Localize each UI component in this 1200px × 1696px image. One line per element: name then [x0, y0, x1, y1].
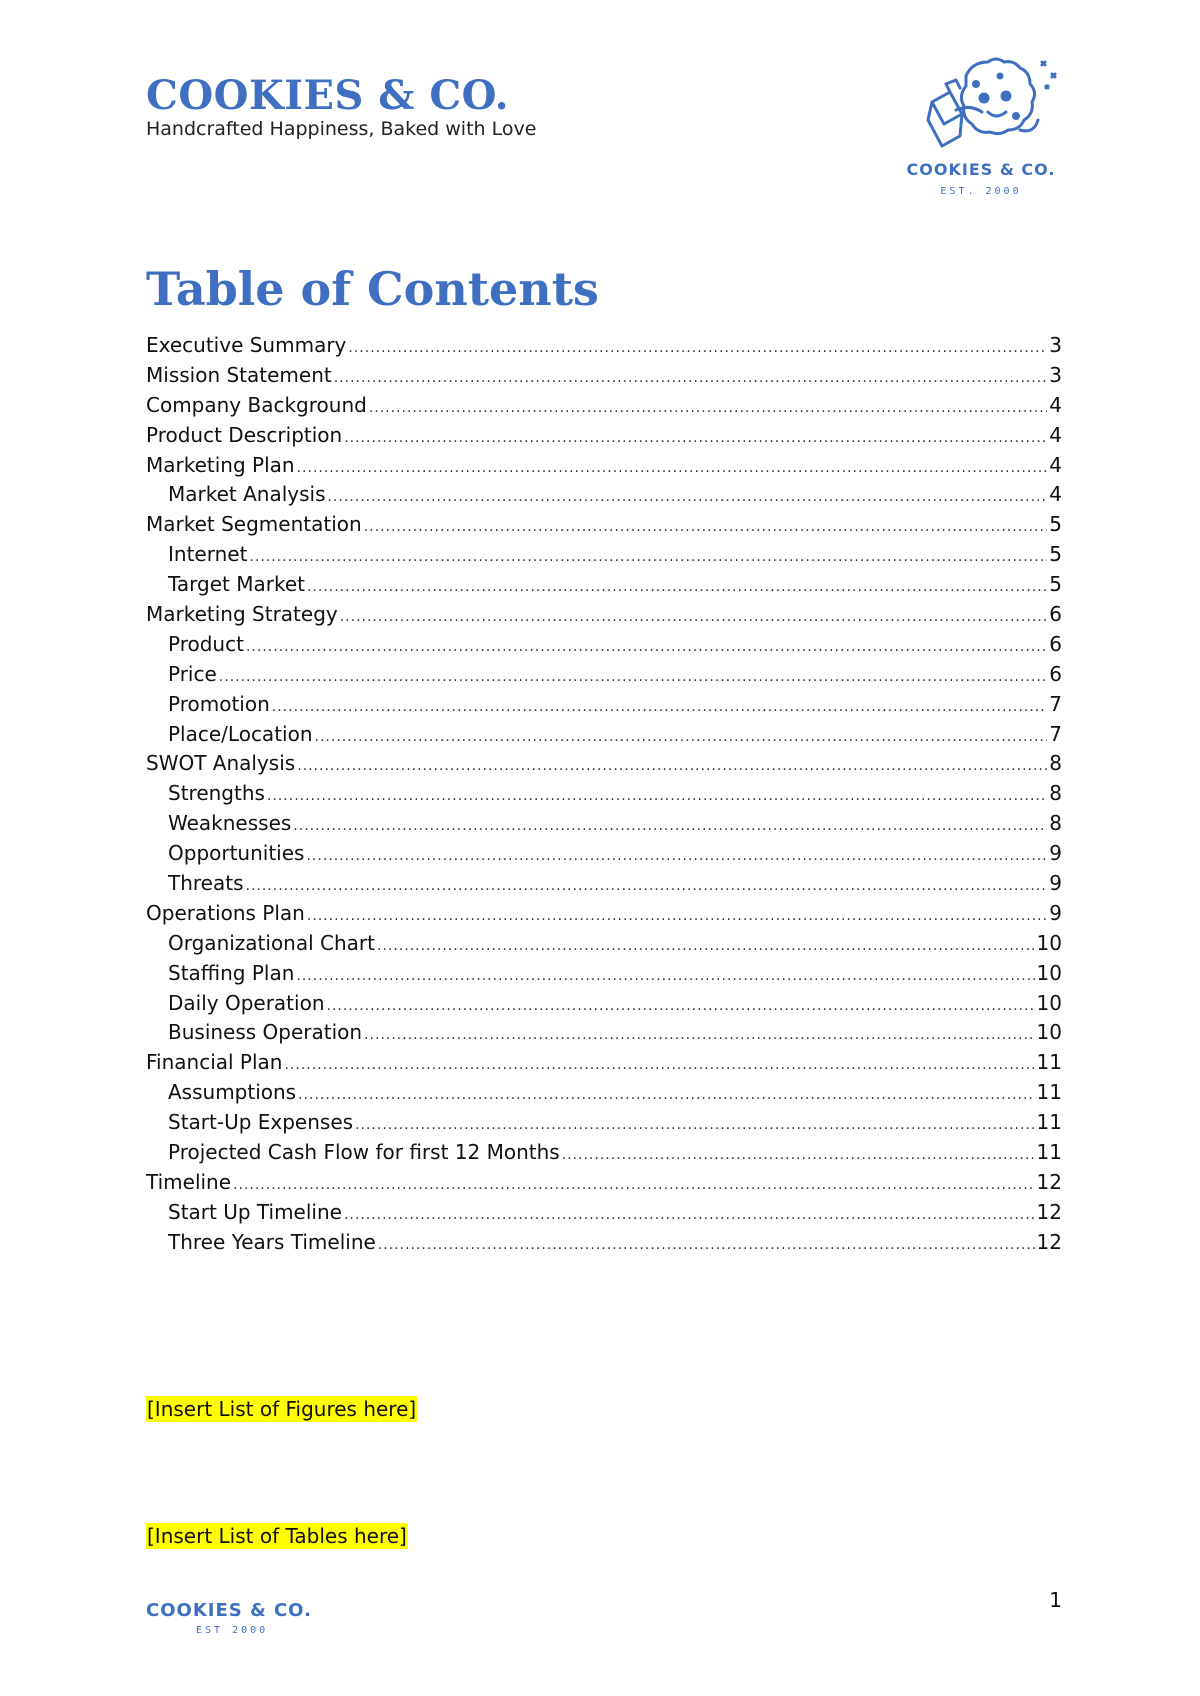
toc-entry[interactable]: [146, 931, 1062, 961]
list-of-tables-placeholder: [Insert List of Tables here]: [147, 1524, 407, 1548]
toc-entry[interactable]: [146, 542, 1062, 572]
toc-entry-page: 7: [1049, 691, 1062, 716]
toc-entry-label: Threats: [168, 871, 244, 896]
toc-entry-page: 4: [1049, 392, 1062, 417]
brand-tagline: Handcrafted Happiness, Baked with Love: [146, 118, 537, 140]
toc-entry[interactable]: [146, 751, 1062, 781]
toc-entry-page: 9: [1049, 841, 1062, 866]
toc-entry-label: Mission Statement: [146, 362, 332, 387]
toc-entry-page: 12: [1036, 1199, 1062, 1224]
toc-dot-leader: [296, 968, 1034, 984]
page-number: 1: [1049, 1588, 1062, 1612]
toc-entry-page: 8: [1049, 751, 1062, 776]
toc-dot-leader: [327, 998, 1035, 1014]
toc-entry[interactable]: [146, 1200, 1062, 1230]
toc-dot-leader: [284, 1057, 1034, 1073]
toc-entry-page: 3: [1049, 333, 1062, 357]
toc-entry-page: 4: [1049, 482, 1062, 507]
toc-entry-page: 12: [1036, 1229, 1062, 1254]
toc-entry-page: 8: [1049, 811, 1062, 836]
toc-dot-leader: [315, 729, 1048, 745]
toc-entry[interactable]: [146, 811, 1062, 841]
list-of-figures-placeholder: [Insert List of Figures here]: [147, 1397, 417, 1421]
toc-entry-page: 5: [1049, 512, 1062, 537]
toc-entry-label: Place/Location: [168, 721, 313, 746]
toc-entry[interactable]: [146, 1140, 1062, 1170]
toc-entry-label: Marketing Plan: [146, 452, 295, 477]
toc-entry-page: 10: [1036, 990, 1062, 1015]
toc-dot-leader: [340, 609, 1048, 625]
toc-heading: Table of Contents: [146, 262, 599, 316]
toc-dot-leader: [272, 699, 1048, 715]
toc-dot-leader: [344, 1207, 1035, 1223]
header-logo: [896, 46, 1066, 206]
toc-dot-leader: [297, 460, 1048, 476]
toc-entry[interactable]: [146, 482, 1062, 512]
toc-entry-label: Target Market: [168, 572, 305, 597]
toc-entry-label: Market Segmentation: [146, 512, 362, 537]
toc-dot-leader: [307, 579, 1047, 595]
toc-dot-leader: [348, 340, 1047, 356]
toc-dot-leader: [355, 1117, 1034, 1133]
toc-entry-label: Opportunities: [168, 841, 305, 866]
toc-entry[interactable]: [146, 512, 1062, 542]
toc-entry-label: Financial Plan: [146, 1050, 283, 1075]
toc-entry[interactable]: [146, 1170, 1062, 1200]
toc-entry-page: 11: [1036, 1050, 1062, 1075]
toc-entry-page: 4: [1049, 452, 1062, 477]
toc-entry[interactable]: [146, 781, 1062, 811]
toc-entry[interactable]: [146, 871, 1062, 901]
footer-logo-est: EST 2000: [196, 1625, 269, 1636]
toc-entry-page: 11: [1036, 1080, 1062, 1105]
toc-dot-leader: [293, 818, 1047, 834]
toc-entry-label: Strengths: [168, 781, 265, 806]
toc-dot-leader: [297, 758, 1047, 774]
toc-entry-page: 6: [1049, 631, 1062, 656]
footer-logo: [146, 1600, 316, 1636]
toc-entry[interactable]: [146, 961, 1062, 991]
toc-dot-leader: [249, 549, 1047, 565]
logo-name: COOKIES & CO.: [906, 160, 1056, 179]
toc-dot-leader: [328, 489, 1048, 505]
toc-entry[interactable]: [146, 991, 1062, 1021]
toc-entry[interactable]: [146, 333, 1062, 363]
toc-entry-page: 10: [1036, 960, 1062, 985]
toc-entry-page: 4: [1049, 422, 1062, 447]
toc-entry-page: 6: [1049, 661, 1062, 686]
toc-dot-leader: [307, 908, 1047, 924]
toc-entry[interactable]: [146, 423, 1062, 453]
toc-entry-label: Start Up Timeline: [168, 1199, 342, 1224]
toc-entry-label: Internet: [168, 542, 248, 567]
toc-entry[interactable]: [146, 1080, 1062, 1110]
toc-entry[interactable]: [146, 363, 1062, 393]
toc-entry-page: 7: [1049, 721, 1062, 746]
toc-entry-label: Start-Up Expenses: [168, 1110, 354, 1135]
toc-entry-page: 6: [1049, 602, 1062, 627]
toc-entry-label: Projected Cash Flow for first 12 Months: [168, 1140, 560, 1165]
toc-entry[interactable]: [146, 572, 1062, 602]
toc-entry-page: 10: [1036, 1020, 1062, 1045]
toc-entry-label: Product: [168, 631, 244, 656]
toc-dot-leader: [377, 938, 1035, 954]
toc-dot-leader: [219, 669, 1047, 685]
toc-entry-label: Price: [168, 661, 217, 686]
toc-entry-page: 11: [1036, 1140, 1062, 1165]
toc-entry-label: Company Background: [146, 392, 367, 417]
toc-entry[interactable]: [146, 662, 1062, 692]
toc-entry[interactable]: [146, 841, 1062, 871]
toc-entry-label: Organizational Chart: [168, 930, 375, 955]
toc-entry-page: 10: [1036, 930, 1062, 955]
toc-entry-page: 11: [1036, 1110, 1062, 1135]
toc-dot-leader: [562, 1147, 1035, 1163]
toc-entry[interactable]: [146, 1110, 1062, 1140]
cookie-mascot-with-milk-icon: [896, 46, 1066, 158]
toc-entry[interactable]: [146, 602, 1062, 632]
toc-entry-label: Market Analysis: [168, 482, 326, 507]
toc-entry-label: Assumptions: [168, 1080, 297, 1105]
toc-dot-leader: [364, 1027, 1034, 1043]
logo-est: EST. 2000: [940, 186, 1022, 197]
toc-dot-leader: [378, 1237, 1035, 1253]
toc-entry-label: Timeline: [146, 1169, 232, 1194]
table-of-contents: [146, 333, 1062, 1260]
toc-dot-leader: [246, 639, 1047, 655]
toc-dot-leader: [334, 370, 1048, 386]
toc-entry-label: Three Years Timeline: [168, 1229, 376, 1254]
toc-entry-label: Daily Operation: [168, 990, 325, 1015]
toc-dot-leader: [246, 878, 1048, 894]
toc-entry[interactable]: [146, 393, 1062, 423]
toc-entry-label: Marketing Strategy: [146, 602, 338, 627]
toc-entry[interactable]: [146, 722, 1062, 752]
toc-entry-label: Staffing Plan: [168, 960, 295, 985]
toc-entry-page: 9: [1049, 900, 1062, 925]
toc-dot-leader: [233, 1177, 1035, 1193]
toc-dot-leader: [344, 430, 1047, 446]
toc-entry[interactable]: [146, 1230, 1062, 1260]
toc-entry-label: Weaknesses: [168, 811, 292, 836]
toc-entry[interactable]: [146, 632, 1062, 662]
toc-entry[interactable]: [146, 692, 1062, 722]
toc-entry-page: 9: [1049, 871, 1062, 896]
toc-entry-page: 12: [1036, 1169, 1062, 1194]
toc-dot-leader: [267, 788, 1047, 804]
toc-dot-leader: [364, 519, 1048, 535]
toc-dot-leader: [306, 848, 1047, 864]
toc-entry-label: Executive Summary: [146, 333, 347, 357]
brand-title: COOKIES & CO.: [146, 72, 510, 119]
toc-entry-page: 5: [1049, 542, 1062, 567]
toc-entry-label: Product Description: [146, 422, 343, 447]
toc-entry[interactable]: [146, 453, 1062, 483]
toc-entry-label: SWOT Analysis: [146, 751, 296, 776]
toc-entry-page: 5: [1049, 572, 1062, 597]
toc-entry-label: Promotion: [168, 691, 270, 716]
toc-dot-leader: [298, 1087, 1034, 1103]
toc-dot-leader: [369, 400, 1047, 416]
toc-entry[interactable]: [146, 1050, 1062, 1080]
footer-logo-name: COOKIES & CO.: [146, 1600, 312, 1621]
toc-entry-label: Operations Plan: [146, 900, 305, 925]
toc-entry[interactable]: [146, 901, 1062, 931]
toc-entry-page: 3: [1049, 362, 1062, 387]
toc-entry[interactable]: [146, 1020, 1062, 1050]
toc-entry-page: 8: [1049, 781, 1062, 806]
toc-entry-label: Business Operation: [168, 1020, 363, 1045]
